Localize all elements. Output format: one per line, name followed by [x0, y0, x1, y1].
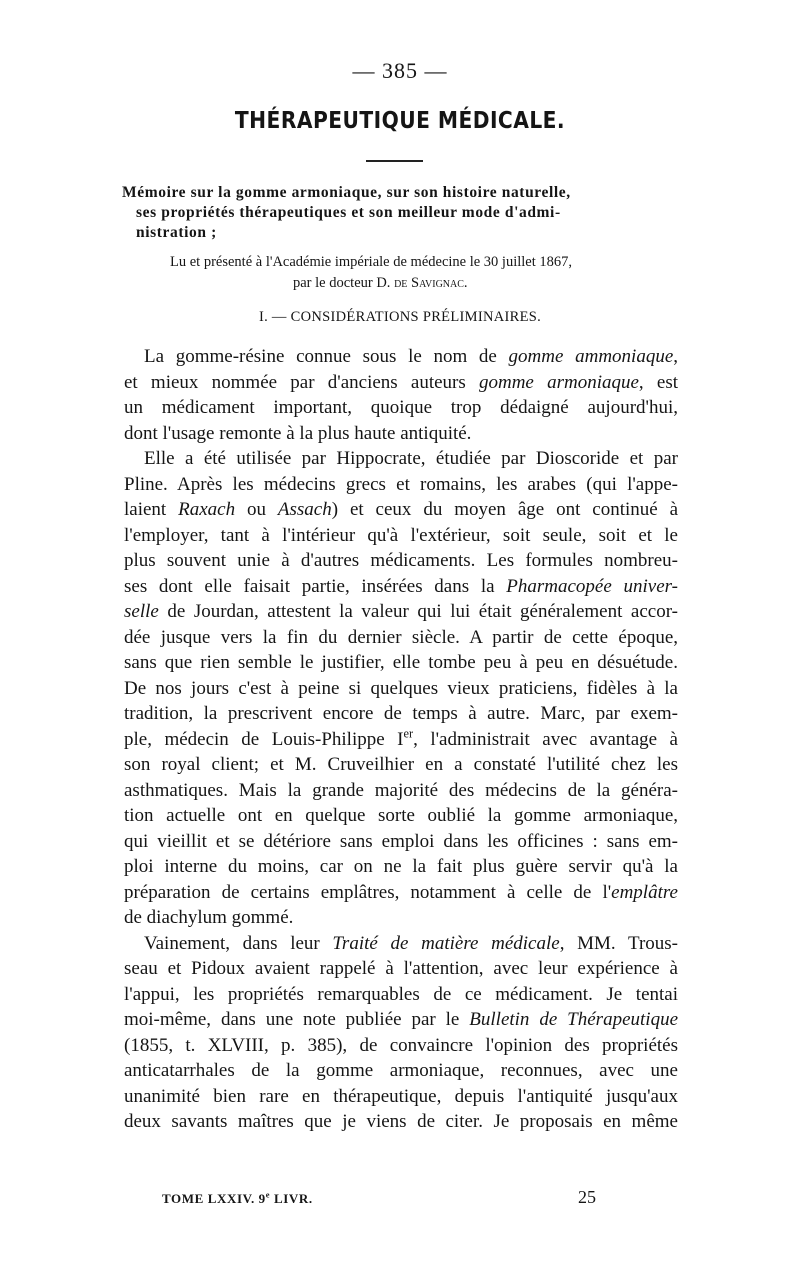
text-run: , l'administrait avec avantage à [413, 728, 678, 750]
title-rule [366, 160, 423, 162]
body-line [124, 1033, 678, 1059]
page-footer [150, 1187, 610, 1211]
section-title: THÉRAPEUTIQUE MÉDICALE. [234, 108, 566, 134]
body-line [124, 982, 678, 1008]
body-line [124, 650, 678, 676]
italic-text: Bulletin de Thérapeutique [469, 1009, 678, 1030]
byline-line: Lu et présenté à l'Académie impériale de médecine le 30 juillet 1867, [170, 254, 573, 270]
body-line [124, 1007, 678, 1033]
body-line [124, 1084, 678, 1110]
text-run: de diachylum gommé. [124, 907, 294, 928]
body-line [124, 880, 678, 906]
body-line [124, 931, 678, 957]
text-run: ) et ceux du moyen âge ont continué à [331, 499, 679, 520]
italic-text: Assach [277, 499, 332, 520]
body-line [124, 523, 678, 549]
text-run: unanimité bien rare en thérapeutique, depuis l'antiquité jusqu'aux [124, 1085, 678, 1107]
text-run: un médicament important, quoique trop dédaigné aujourd'hui, [124, 397, 678, 418]
body-line [124, 548, 678, 574]
text-run: dée jusque vers la fin du dernier siècle. A partir de cette époque, [124, 626, 678, 648]
text-run: l'employer, tant à l'intérieur qu'à l'extérieur, soit seule, soit et le [124, 524, 678, 546]
page-number: — 385 — [352, 58, 448, 83]
text-run: ple, médecin de Louis-Philippe I [124, 728, 404, 750]
text-run: , MM. Trous- [559, 932, 678, 954]
text-run: asthmatiques. Mais la grande majorité des médecins de la généra- [124, 779, 678, 801]
text-run: De nos jours c'est à peine si quelques vieux praticiens, fidèles à la [124, 677, 678, 699]
subsection-heading: I. — CONSIDÉRATIONS PRÉLIMINAIRES. [258, 309, 542, 325]
italic-text: gomme armoniaque [478, 371, 639, 393]
memoire-title [122, 183, 682, 243]
body-line [124, 599, 678, 625]
text-run: La gomme-résine connue sous le nom de [144, 346, 509, 367]
body-line [124, 497, 678, 523]
text-run: et mieux nommée par d'anciens auteurs [124, 371, 479, 393]
body-line [124, 727, 678, 753]
body-line [124, 905, 678, 931]
byline-author: par le docteur D. de Savignac. [293, 275, 468, 291]
body-line [124, 370, 678, 396]
body-line [124, 956, 678, 982]
text-run: Pline. Après les médecins grecs et romains, les arabes (qui l'appe- [124, 473, 678, 495]
text-run: tion actuelle ont en quelque sorte oublié la gomme armoniaque, [124, 805, 678, 826]
body-line [124, 676, 678, 702]
body-text [124, 344, 678, 1135]
body-line [124, 395, 678, 421]
text-run: l'appui, les propriétés remarquables de ce médicament. Je tentai [124, 983, 678, 1005]
italic-text: emplâtre [611, 881, 678, 903]
text-run: ses dont elle faisait partie, insérées dans la [124, 575, 507, 597]
memoire-title-line: ses propriétés thérapeutiques et son meilleur mode d'admi- [136, 204, 561, 221]
text-run: ploi interne du moins, car on ne la fait plus guère servir qu'à la [124, 856, 678, 877]
text-run: Vainement, dans leur [144, 932, 333, 954]
text-run: ou [235, 499, 278, 520]
body-line [124, 1058, 678, 1084]
text-run: préparation de certains emplâtres, notamment à celle de l' [124, 881, 612, 903]
body-line [124, 574, 678, 600]
body-line [124, 421, 678, 447]
memoire-title-line: Mémoire sur la gomme armoniaque, sur son histoire naturelle, [122, 184, 571, 201]
text-run: sans que rien semble le justifier, elle tombe peu à peu en désuétude. [124, 652, 678, 673]
text-run: laient [124, 499, 179, 520]
body-line [124, 1109, 678, 1135]
superscript: er [403, 726, 414, 741]
text-run: son royal client; et M. Cruveilhier en a constaté l'utilité chez les [124, 754, 678, 775]
text-run: deux savants maîtres que je viens de citer. Je proposais en même [124, 1111, 678, 1132]
body-line [124, 752, 678, 778]
text-run: Elle a été utilisée par Hippocrate, étudiée par Dioscoride et par [144, 448, 678, 469]
text-run: de Jourdan, attestent la valeur qui lui était généralement accor- [158, 601, 678, 622]
text-run: dont l'usage remonte à la plus haute antiquité. [124, 422, 472, 444]
body-line [124, 446, 678, 472]
tome-info: TOME LXXIV. 9e LIVR. [162, 1189, 313, 1206]
text-run: , est [638, 371, 679, 393]
text-run: (1855, t. XLVIII, p. 385), de convaincre l'opinion des propriétés [124, 1034, 678, 1056]
text-run: plus souvent unie à d'autres médicaments. Les formules nombreu- [124, 550, 678, 571]
byline [170, 252, 670, 294]
italic-text: Pharmacopée univer- [506, 575, 678, 597]
signature-mark: 25 [578, 1187, 596, 1207]
italic-text: Raxach [178, 499, 236, 520]
text-run: anticatarrhales de la gomme armoniaque, reconnues, avec une [124, 1060, 678, 1081]
text-run: seau et Pidoux avaient rappelé à l'attention, avec leur expérience à [124, 958, 678, 979]
body-line [124, 829, 678, 855]
text-run: moi-même, dans une note publiée par le [124, 1009, 470, 1030]
body-line [124, 803, 678, 829]
text-run: , [673, 346, 679, 367]
memoire-title-line: nistration ; [136, 224, 217, 241]
body-line [124, 854, 678, 880]
text-run: qui vieillit et se détériore sans emploi dans les officines : sans em- [124, 830, 678, 852]
body-line [124, 472, 678, 498]
body-line [124, 701, 678, 727]
italic-text: gomme ammoniaque [508, 346, 674, 367]
body-line [124, 778, 678, 804]
italic-text: selle [124, 601, 159, 622]
body-line [124, 344, 678, 370]
italic-text: Traité de matière médicale [332, 932, 560, 954]
text-run: tradition, la prescrivent encore de temps à autre. Marc, par exem- [124, 703, 678, 724]
body-line [124, 625, 678, 651]
